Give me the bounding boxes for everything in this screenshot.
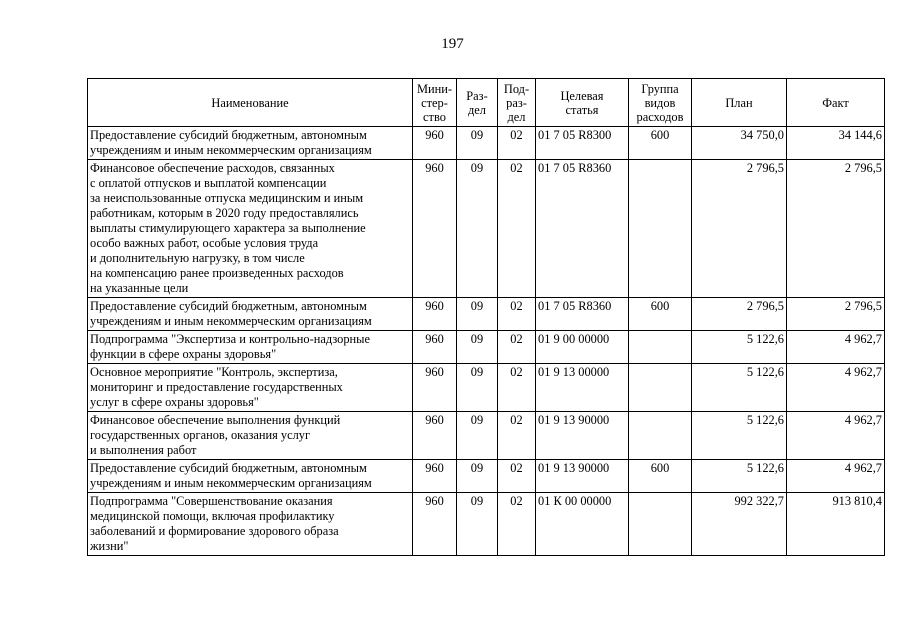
- page-number: 197: [441, 36, 464, 52]
- cell-subsection: 02: [498, 127, 536, 160]
- cell-target: 01 К 00 00000: [536, 493, 629, 556]
- header-group: Группа видов расходов: [629, 79, 692, 127]
- cell-plan: 2 796,5: [692, 298, 787, 331]
- cell-subsection: 02: [498, 493, 536, 556]
- cell-group: [629, 493, 692, 556]
- cell-plan: 5 122,6: [692, 364, 787, 412]
- cell-group: [629, 412, 692, 460]
- cell-name: Финансовое обеспечение выполнения функций государственных органов, оказания услуг и выполнения работ: [88, 412, 413, 460]
- cell-group: 600: [629, 460, 692, 493]
- cell-fact: 4 962,7: [787, 412, 885, 460]
- header-name: Наименование: [88, 79, 413, 127]
- cell-ministry: 960: [413, 127, 457, 160]
- cell-name: Основное мероприятие "Контроль, экспертиза, мониторинг и предоставление государственных услуг в сфере охраны здоровья": [88, 364, 413, 412]
- cell-fact: 4 962,7: [787, 364, 885, 412]
- cell-section: 09: [457, 298, 498, 331]
- cell-subsection: 02: [498, 160, 536, 298]
- header-subsection: Под- раз- дел: [498, 79, 536, 127]
- table-row: [88, 412, 885, 460]
- table-row: [88, 127, 885, 160]
- cell-fact: 34 144,6: [787, 127, 885, 160]
- cell-section: 09: [457, 460, 498, 493]
- cell-group: [629, 364, 692, 412]
- cell-name: Подпрограмма "Совершенствование оказания медицинской помощи, включая профилактику заболеваний и формирование здорового образа жизни": [88, 493, 413, 556]
- cell-plan: 5 122,6: [692, 412, 787, 460]
- cell-name: Подпрограмма "Экспертиза и контрольно-надзорные функции в сфере охраны здоровья": [88, 331, 413, 364]
- cell-target: 01 9 13 90000: [536, 412, 629, 460]
- cell-group: [629, 331, 692, 364]
- cell-section: 09: [457, 160, 498, 298]
- cell-group: [629, 160, 692, 298]
- header-target: Целевая статья: [536, 79, 629, 127]
- cell-target: 01 7 05 R8360: [536, 298, 629, 331]
- cell-ministry: 960: [413, 364, 457, 412]
- cell-fact: 2 796,5: [787, 160, 885, 298]
- table-row: [88, 298, 885, 331]
- cell-fact: 4 962,7: [787, 460, 885, 493]
- cell-target: 01 9 13 90000: [536, 460, 629, 493]
- header-ministry: Мини- стер- ство: [413, 79, 457, 127]
- cell-group: 600: [629, 298, 692, 331]
- cell-group: 600: [629, 127, 692, 160]
- header-fact: Факт: [787, 79, 885, 127]
- cell-section: 09: [457, 331, 498, 364]
- table-row: [88, 460, 885, 493]
- cell-ministry: 960: [413, 412, 457, 460]
- cell-subsection: 02: [498, 331, 536, 364]
- cell-ministry: 960: [413, 298, 457, 331]
- cell-plan: 992 322,7: [692, 493, 787, 556]
- cell-plan: 2 796,5: [692, 160, 787, 298]
- cell-subsection: 02: [498, 298, 536, 331]
- cell-target: 01 7 05 R8360: [536, 160, 629, 298]
- cell-name: Предоставление субсидий бюджетным, автономным учреждениям и иным некоммерческим организациям: [88, 298, 413, 331]
- cell-ministry: 960: [413, 331, 457, 364]
- cell-plan: 34 750,0: [692, 127, 787, 160]
- cell-subsection: 02: [498, 364, 536, 412]
- cell-section: 09: [457, 364, 498, 412]
- cell-subsection: 02: [498, 460, 536, 493]
- cell-plan: 5 122,6: [692, 331, 787, 364]
- header-plan: План: [692, 79, 787, 127]
- cell-name: Предоставление субсидий бюджетным, автономным учреждениям и иным некоммерческим организациям: [88, 460, 413, 493]
- cell-name: Предоставление субсидий бюджетным, автономным учреждениям и иным некоммерческим организациям: [88, 127, 413, 160]
- cell-target: 01 9 00 00000: [536, 331, 629, 364]
- cell-section: 09: [457, 493, 498, 556]
- header-section: Раз- дел: [457, 79, 498, 127]
- table-row: [88, 364, 885, 412]
- budget-table: [87, 78, 885, 556]
- table-row: [88, 331, 885, 364]
- cell-plan: 5 122,6: [692, 460, 787, 493]
- cell-fact: 2 796,5: [787, 298, 885, 331]
- cell-target: 01 9 13 00000: [536, 364, 629, 412]
- table-row: [88, 493, 885, 556]
- cell-section: 09: [457, 412, 498, 460]
- cell-fact: 4 962,7: [787, 331, 885, 364]
- table-body: [88, 127, 885, 556]
- cell-ministry: 960: [413, 493, 457, 556]
- table-row: [88, 160, 885, 298]
- cell-section: 09: [457, 127, 498, 160]
- cell-ministry: 960: [413, 160, 457, 298]
- cell-target: 01 7 05 R8300: [536, 127, 629, 160]
- cell-fact: 913 810,4: [787, 493, 885, 556]
- table-header-row: [88, 79, 885, 127]
- cell-subsection: 02: [498, 412, 536, 460]
- cell-ministry: 960: [413, 460, 457, 493]
- cell-name: Финансовое обеспечение расходов, связанных с оплатой отпусков и выплатой компенсации за неиспользованные отпуска медицинским и иным работникам, которым в 2020 году предоставлялись выплаты стимулирующего характера за выполнение особо важных работ, особые условия труда и дополнительную нагрузку, в том числе на компенсацию ранее произведенных расходов на указанные цели: [88, 160, 413, 298]
